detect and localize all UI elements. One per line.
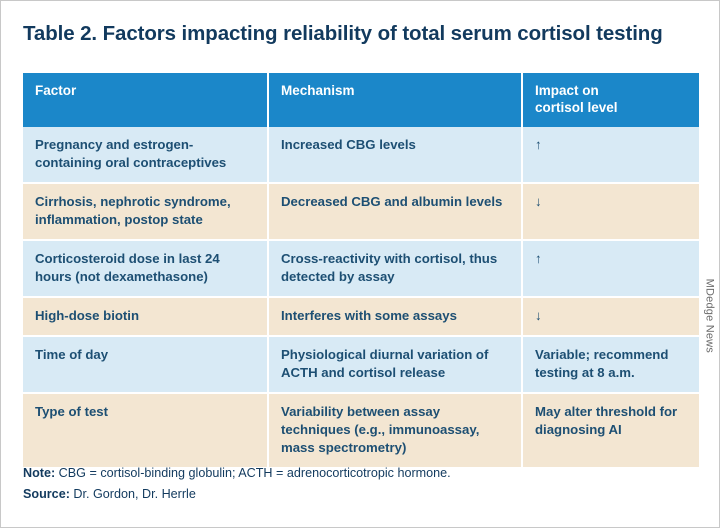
table-row — [23, 127, 699, 183]
note-label: Note: — [23, 466, 56, 480]
table-row — [23, 336, 699, 393]
table-container — [23, 73, 699, 469]
cell-factor: Corticosteroid dose in last 24 hours (not dexamethasone) — [23, 240, 268, 297]
cell-impact: ↑ — [522, 240, 699, 297]
source-text: Dr. Gordon, Dr. Herrle — [69, 487, 196, 501]
cell-factor: Type of test — [23, 393, 268, 468]
note-text: CBG = cortisol-binding globulin; ACTH = adrenocorticotropic hormone. — [55, 466, 451, 480]
table-body — [23, 127, 699, 468]
cell-factor: High-dose biotin — [23, 297, 268, 336]
cell-impact: ↑ — [522, 127, 699, 183]
cell-mechanism: Variability between assay techniques (e.g., immunoassay, mass spectrometry) — [268, 393, 522, 468]
cell-impact: May alter threshold for diagnosing AI — [522, 393, 699, 468]
table-row — [23, 297, 699, 336]
cell-factor: Time of day — [23, 336, 268, 393]
column-header-mechanism: Mechanism — [268, 73, 522, 127]
cell-factor: Pregnancy and estrogen-containing oral contraceptives — [23, 127, 268, 183]
cell-impact: Variable; recommend testing at 8 a.m. — [522, 336, 699, 393]
table-header — [23, 73, 699, 127]
table-row — [23, 393, 699, 468]
table-row — [23, 183, 699, 240]
column-header-impact-line2: cortisol level — [535, 100, 618, 115]
cell-impact: ↓ — [522, 183, 699, 240]
note-line — [23, 463, 663, 484]
cell-mechanism: Cross-reactivity with cortisol, thus detected by assay — [268, 240, 522, 297]
footnotes — [23, 463, 663, 505]
cell-factor: Cirrhosis, nephrotic syndrome, inflammation, postop state — [23, 183, 268, 240]
cell-mechanism: Decreased CBG and albumin levels — [268, 183, 522, 240]
page-title: Table 2. Factors impacting reliability of total serum cortisol testing — [23, 22, 663, 45]
column-header-factor: Factor — [23, 73, 268, 127]
table-header-row — [23, 73, 699, 127]
credit-label: MDedge News — [703, 278, 715, 353]
column-header-impact-line1: Impact on — [535, 83, 599, 98]
cell-impact: ↓ — [522, 297, 699, 336]
table-row — [23, 240, 699, 297]
source-line — [23, 484, 663, 505]
cell-mechanism: Physiological diurnal variation of ACTH and cortisol release — [268, 336, 522, 393]
factors-table — [23, 73, 699, 469]
column-header-impact — [522, 73, 699, 127]
source-label: Source: — [23, 487, 70, 501]
cell-mechanism: Increased CBG levels — [268, 127, 522, 183]
cell-mechanism: Interferes with some assays — [268, 297, 522, 336]
